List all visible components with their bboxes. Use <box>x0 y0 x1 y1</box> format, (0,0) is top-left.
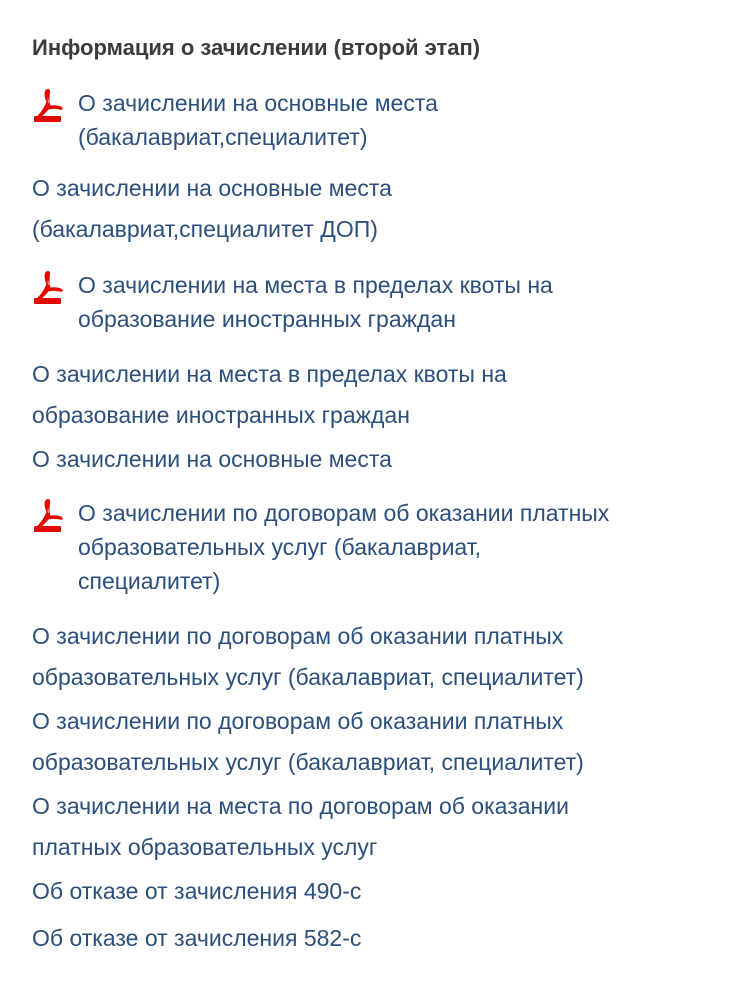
text-link-4[interactable] <box>32 616 584 698</box>
text-link-8-line: Об отказе от зачисления 582-с <box>32 925 362 951</box>
text-link-1[interactable] <box>32 168 392 250</box>
pdf-icon <box>32 87 64 123</box>
pdf-link-1[interactable] <box>78 86 438 154</box>
pdf-link-2-line-2: образование иностранных граждан <box>78 306 456 332</box>
text-link-5-line-2: образовательных услуг (бакалавриат, специалитет) <box>32 749 584 775</box>
text-link-6-line-2: платных образовательных услуг <box>32 834 378 860</box>
text-link-2-line-2: образование иностранных граждан <box>32 402 410 428</box>
text-link-1-line-2: (бакалавриат,специалитет ДОП) <box>32 216 378 242</box>
pdf-icon <box>32 269 64 305</box>
pdf-icon <box>32 497 64 533</box>
text-link-7[interactable] <box>32 871 361 912</box>
text-link-3[interactable] <box>32 439 392 480</box>
section-title: Информация о зачислении (второй этап) <box>32 35 481 60</box>
text-link-2-line-1: О зачислении на места в пределах квоты на <box>32 361 507 387</box>
pdf-link-3[interactable] <box>78 496 609 598</box>
text-link-6-line-1: О зачислении на места по договорам об оказании <box>32 793 569 819</box>
pdf-link-3-line-3: специалитет) <box>78 568 221 594</box>
text-link-1-line-1: О зачислении на основные места <box>32 175 392 201</box>
pdf-link-row-1[interactable] <box>32 86 438 154</box>
pdf-link-row-3[interactable] <box>32 496 609 598</box>
pdf-link-3-line-1: О зачислении по договорам об оказании платных <box>78 500 610 526</box>
pdf-link-1-line-1: О зачислении на основные места <box>78 90 438 116</box>
text-link-4-line-2: образовательных услуг (бакалавриат, специалитет) <box>32 664 584 690</box>
text-link-3-line: О зачислении на основные места <box>32 446 392 472</box>
pdf-link-2[interactable] <box>78 268 553 336</box>
text-link-2[interactable] <box>32 354 507 436</box>
pdf-link-row-2[interactable] <box>32 268 553 336</box>
text-link-8[interactable] <box>32 918 361 959</box>
text-link-5[interactable] <box>32 701 584 783</box>
pdf-link-2-line-1: О зачислении на места в пределах квоты на <box>78 272 553 298</box>
pdf-link-3-line-2: образовательных услуг (бакалавриат, <box>78 534 482 560</box>
text-link-7-line: Об отказе от зачисления 490-с <box>32 878 362 904</box>
text-link-6[interactable] <box>32 786 569 868</box>
text-link-4-line-1: О зачислении по договорам об оказании платных <box>32 623 564 649</box>
pdf-link-1-line-2: (бакалавриат,специалитет) <box>78 124 368 150</box>
text-link-5-line-1: О зачислении по договорам об оказании платных <box>32 708 564 734</box>
